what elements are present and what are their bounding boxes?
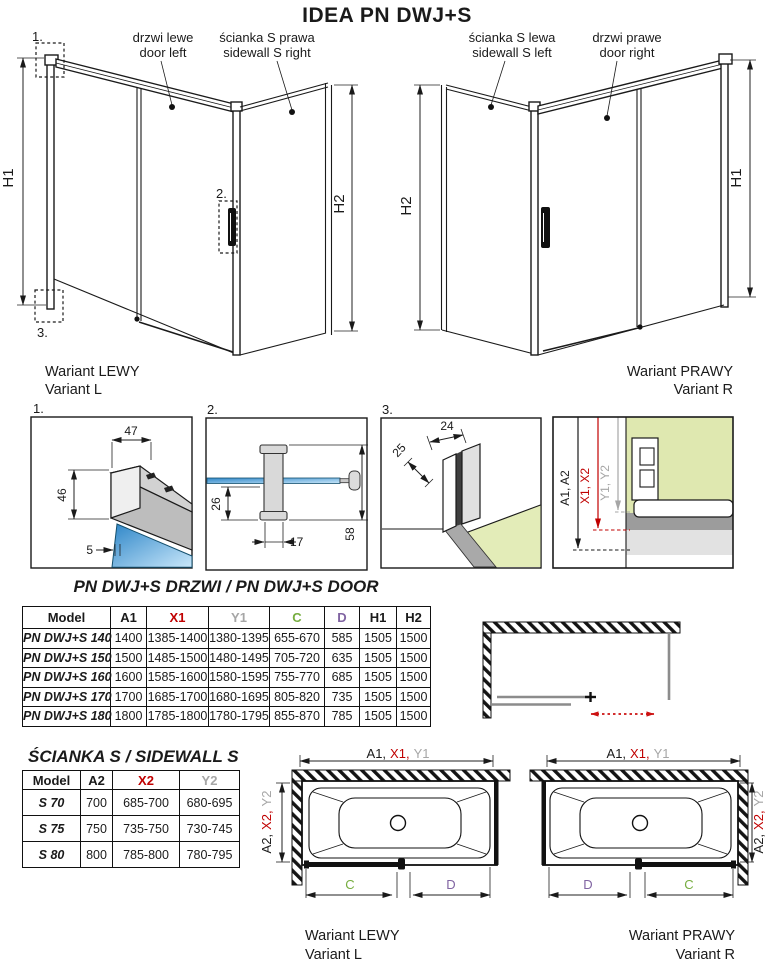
bathtub-outline xyxy=(543,781,738,865)
cell: 805-820 xyxy=(270,687,325,707)
cell: 685 xyxy=(325,668,360,688)
depth-dim-label: A2,X2,Y2 xyxy=(259,790,274,854)
cell: 785-800 xyxy=(113,842,180,868)
cell: 1500 xyxy=(397,707,431,727)
col-y2: Y2 xyxy=(180,771,240,790)
corner-post-right xyxy=(531,106,538,355)
door-roller xyxy=(637,324,642,329)
detail-2-label: 2. xyxy=(207,402,218,417)
door-handle-left xyxy=(228,208,236,246)
label-a1-a2: A1, A2 xyxy=(558,470,572,506)
cell: 1700 xyxy=(111,687,147,707)
sidewall-glass-plan xyxy=(494,781,499,865)
cell: 1505 xyxy=(360,707,397,727)
c-label: C xyxy=(345,877,355,892)
cell: 1500 xyxy=(397,687,431,707)
wall-hatch-right xyxy=(738,781,748,885)
cell: 1505 xyxy=(360,629,397,649)
profile-gap xyxy=(456,451,462,526)
detail-4-tolerance-section xyxy=(553,417,733,568)
detail-2-handle-section xyxy=(206,402,368,570)
cell-model: PN DWJ+S 170 xyxy=(23,687,111,707)
cell: 1505 xyxy=(360,687,397,707)
page-title: IDEA PN DWJ+S xyxy=(302,4,472,27)
cell: 1500 xyxy=(397,629,431,649)
iso-diagrams xyxy=(0,28,774,400)
door-label-right-en: door right xyxy=(599,45,655,60)
cell: 1785-1800 xyxy=(147,707,209,727)
tub-plan-views xyxy=(255,745,774,965)
detail-3-label: 3. xyxy=(382,402,393,417)
cell: 800 xyxy=(81,842,113,868)
cell: 1505 xyxy=(360,648,397,668)
cell: 855-870 xyxy=(270,707,325,727)
wall-profile-left xyxy=(47,59,54,309)
cell-model: S 70 xyxy=(23,790,81,816)
cell: 1500 xyxy=(397,648,431,668)
col-model: Model xyxy=(23,607,111,629)
door-glass-plan xyxy=(638,862,734,867)
door-table-title: PN DWJ+S DRZWI / PN DWJ+S DOOR xyxy=(73,577,379,596)
leader-dot xyxy=(289,109,295,115)
leader-dot xyxy=(488,104,494,110)
wall-profile-right xyxy=(721,58,728,307)
width-dim-label: A1, X1, Y1 xyxy=(366,746,430,761)
cell: 780-795 xyxy=(180,842,240,868)
col-a2: A2 xyxy=(81,771,113,790)
wall-hatch-top xyxy=(483,622,680,633)
col-x2: X2 xyxy=(113,771,180,790)
door-roller xyxy=(134,316,139,321)
cell: 1500 xyxy=(111,648,147,668)
door-label-left-en: door left xyxy=(139,45,187,60)
wall-hatch-top xyxy=(292,770,510,781)
sidewall-glass-plan xyxy=(542,781,547,865)
col-c: C xyxy=(270,607,325,629)
h1-label-right: H1 xyxy=(728,168,745,188)
wall-hatch-top xyxy=(530,770,748,781)
width-dim-label: A1, X1, Y1 xyxy=(606,746,670,761)
cell: 1485-1500 xyxy=(147,648,209,668)
dim-47: 47 xyxy=(124,424,138,438)
cell: 1585-1600 xyxy=(147,668,209,688)
cell-model: PN DWJ+S 180 xyxy=(23,707,111,727)
door-bottom-edge xyxy=(54,279,236,354)
table-row xyxy=(23,707,431,727)
door-label-left-pl: drzwi lewe xyxy=(132,30,194,45)
cell: 1580-1595 xyxy=(209,668,270,688)
handle-cap-bottom xyxy=(260,512,287,521)
cell: 705-720 xyxy=(270,648,325,668)
dim-5: 5 xyxy=(86,543,93,557)
table-row xyxy=(23,648,431,668)
table-row xyxy=(23,629,431,649)
profile-arm xyxy=(634,500,733,517)
sidewall-table-title: ŚCIANKA S / SIDEWALL S xyxy=(28,747,239,766)
leader-dot xyxy=(604,115,610,121)
caption-variant-r-en: Variant R xyxy=(675,947,735,963)
label-y1-y2: Y1, Y2 xyxy=(598,465,612,501)
cell: 1500 xyxy=(397,668,431,688)
c-label: C xyxy=(684,877,694,892)
cell: 1685-1700 xyxy=(147,687,209,707)
dim-58: 58 xyxy=(343,527,357,541)
cell: 730-745 xyxy=(180,816,240,842)
bottom-seal xyxy=(543,328,638,351)
profile-slab xyxy=(462,444,480,524)
door-label-right-pl: drzwi prawe xyxy=(592,30,662,45)
cell: 1380-1395 xyxy=(209,629,270,649)
col-h1: H1 xyxy=(360,607,397,629)
d-label: D xyxy=(446,877,456,892)
profile-slab xyxy=(443,454,456,532)
dim-17: 17 xyxy=(290,535,304,549)
dim-25: 25 xyxy=(389,440,409,460)
caption-variant-l-pl: Wariant LEWY xyxy=(45,364,140,380)
h2-label-right: H2 xyxy=(398,196,415,216)
dim-24: 24 xyxy=(440,419,454,433)
door-glass-plan xyxy=(306,862,402,867)
cell: 680-695 xyxy=(180,790,240,816)
depth-dim-label: A2,X2,Y2 xyxy=(751,790,766,854)
table-row xyxy=(23,842,240,868)
sidewall-bottom-edge xyxy=(240,333,326,355)
table-row xyxy=(23,790,240,816)
table-header-row xyxy=(23,607,431,629)
leader-dot xyxy=(169,104,175,110)
tub-plan-right xyxy=(530,746,766,963)
col-model: Model xyxy=(23,771,81,790)
col-d: D xyxy=(325,607,360,629)
cell: 1780-1795 xyxy=(209,707,270,727)
variant-right-drawing xyxy=(398,30,756,398)
bathtub-outline xyxy=(302,781,497,865)
variant-left-drawing xyxy=(0,29,358,398)
cell: 1385-1400 xyxy=(147,629,209,649)
sidewall-label-right-en: sidewall S left xyxy=(472,45,552,60)
door-handle-right xyxy=(541,207,550,248)
cell: 755-770 xyxy=(270,668,325,688)
caption-variant-r-en: Variant R xyxy=(673,382,733,398)
detail-1-wall-profile xyxy=(31,401,192,568)
cell-model: PN DWJ+S 140 xyxy=(23,629,111,649)
col-h2: H2 xyxy=(397,607,431,629)
detail-drawings xyxy=(0,398,774,575)
table-row xyxy=(23,687,431,707)
sidewall-label-left-pl: ścianka S prawa xyxy=(219,30,315,45)
cell: 635 xyxy=(325,648,360,668)
sidewall-top-edge xyxy=(240,83,328,107)
table-row xyxy=(23,668,431,688)
handle-plan xyxy=(635,859,642,870)
cell: 655-670 xyxy=(270,629,325,649)
col-a1: A1 xyxy=(111,607,147,629)
dim-46: 46 xyxy=(55,488,69,502)
handle-body xyxy=(264,453,283,512)
cell: 1800 xyxy=(111,707,147,727)
cell: 1400 xyxy=(111,629,147,649)
caption-variant-r-pl: Wariant PRAWY xyxy=(626,364,733,380)
cell-model: S 80 xyxy=(23,842,81,868)
cell: 1505 xyxy=(360,668,397,688)
detail-3-floor-profile xyxy=(381,402,541,568)
d-label: D xyxy=(583,877,593,892)
profile-channel xyxy=(632,438,658,500)
wall-hatch-left xyxy=(483,633,491,718)
detail-3-marker: 3. xyxy=(37,325,48,340)
detail-2-marker: 2. xyxy=(216,186,227,201)
door-table xyxy=(22,606,431,727)
col-y1: Y1 xyxy=(209,607,270,629)
cell-model: S 75 xyxy=(23,816,81,842)
tub-plan-left xyxy=(259,746,510,963)
cell: 735-750 xyxy=(113,816,180,842)
h1-label-left: H1 xyxy=(0,168,17,188)
wall-hatch-left xyxy=(292,781,302,885)
cell: 1480-1495 xyxy=(209,648,270,668)
cell-model: PN DWJ+S 160 xyxy=(23,668,111,688)
cell: 685-700 xyxy=(113,790,180,816)
bottom-seal xyxy=(139,322,233,352)
handle-plan xyxy=(398,859,405,870)
detail-1-label: 1. xyxy=(33,401,44,416)
cell: 735 xyxy=(325,687,360,707)
handle-knob xyxy=(349,471,360,490)
label-x1-x2: X1, X2 xyxy=(578,467,592,505)
table-header-row xyxy=(23,771,240,790)
caption-variant-l-en: Variant L xyxy=(45,382,102,398)
caption-variant-r-pl: Wariant PRAWY xyxy=(628,928,735,944)
caption-variant-l-en: Variant L xyxy=(305,947,362,963)
h2-label-left: H2 xyxy=(331,194,348,214)
plan-view xyxy=(470,600,700,730)
cell: 585 xyxy=(325,629,360,649)
sidewall-table xyxy=(22,770,240,868)
cell: 700 xyxy=(81,790,113,816)
sidewall-label-right-pl: ścianka S lewa xyxy=(468,30,556,45)
detail-1-marker: 1. xyxy=(32,29,43,44)
cell: 1600 xyxy=(111,668,147,688)
table-row xyxy=(23,816,240,842)
cell-model: PN DWJ+S 150 xyxy=(23,648,111,668)
dim-26: 26 xyxy=(209,497,223,511)
sidewall-label-left-en: sidewall S right xyxy=(223,45,311,60)
caption-variant-l-pl: Wariant LEWY xyxy=(305,928,400,944)
col-x1: X1 xyxy=(147,607,209,629)
tray-edge xyxy=(626,530,733,555)
cell: 785 xyxy=(325,707,360,727)
cell: 1680-1695 xyxy=(209,687,270,707)
cell: 750 xyxy=(81,816,113,842)
handle-cap-top xyxy=(260,445,287,454)
